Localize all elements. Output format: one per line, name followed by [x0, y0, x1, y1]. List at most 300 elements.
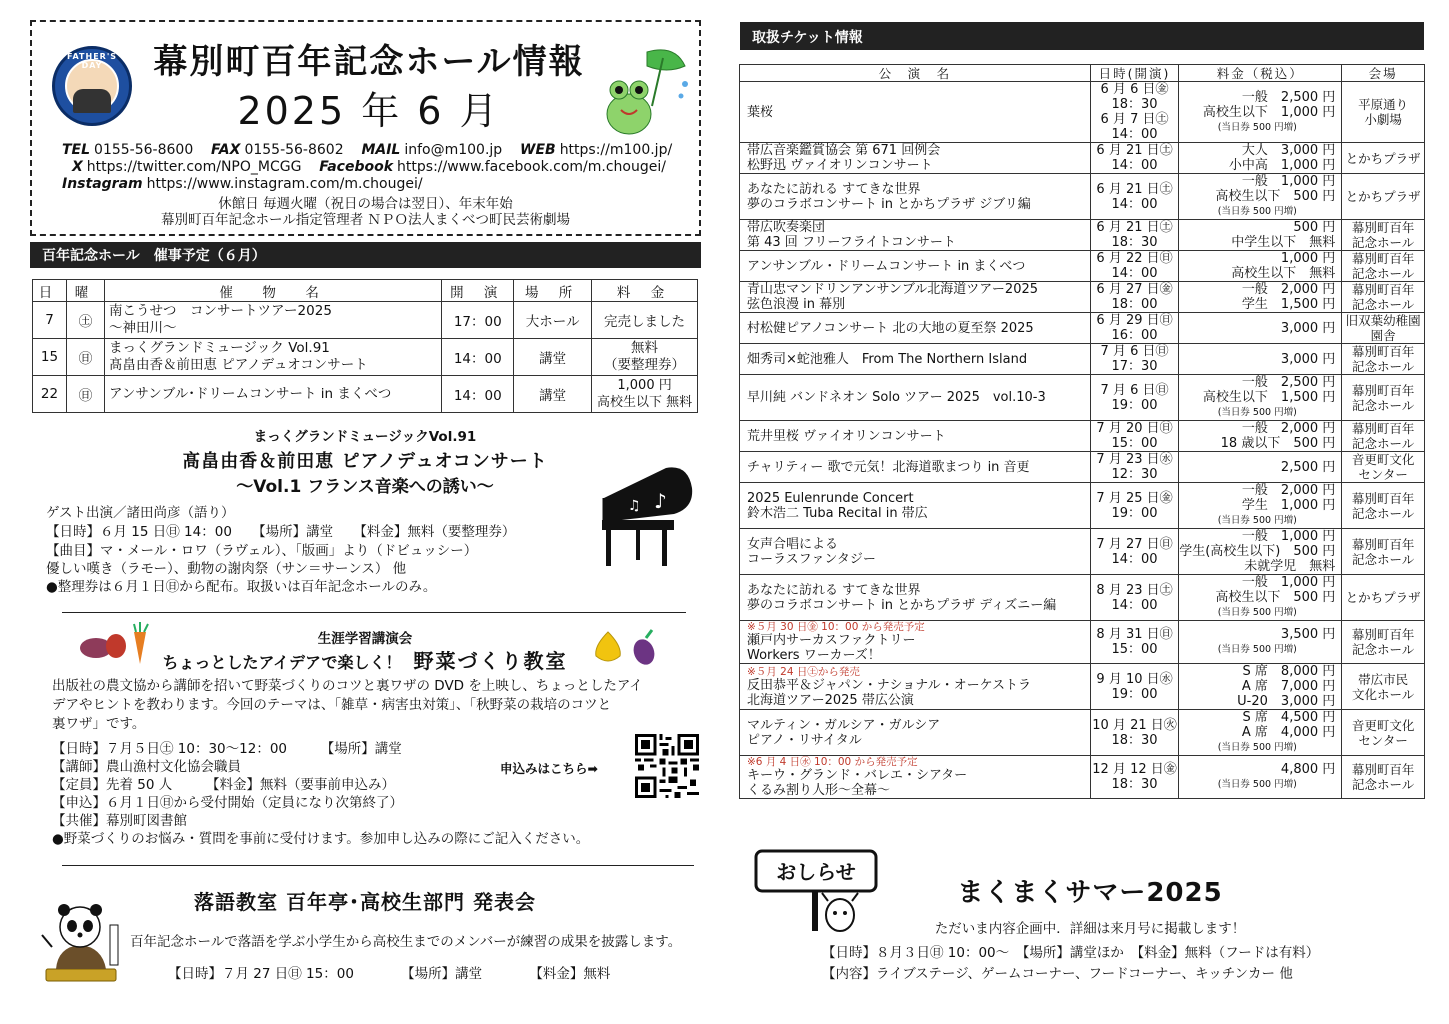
ticket-price-line: 3,000 円	[1280, 320, 1336, 336]
table-row	[740, 313, 1425, 344]
events-header-row	[33, 280, 698, 302]
ticket-datetime	[1090, 282, 1178, 313]
ticket-title	[740, 143, 1091, 174]
lecture-desc-3: 裏ワザ」です。	[52, 716, 146, 732]
ticket-price-note: (当日券 500 円増)	[1217, 607, 1297, 618]
concert-title2: ～Vol.1 フランス音楽への誘い～	[236, 477, 494, 497]
ticket-datetime-line: 14：00	[1111, 597, 1158, 613]
ticket-datetime-line: 6 月 21 日㊏	[1096, 220, 1173, 235]
ticket-price	[1179, 575, 1342, 621]
ticket-venue-line: 幕別町百年	[1351, 536, 1415, 552]
ticket-price-line: 一般 1,000 円	[1241, 174, 1336, 189]
ticket-price-line: 学生 1,000 円	[1241, 498, 1336, 513]
ticket-title	[740, 313, 1091, 344]
ticket-price-line: 学生(高校生以下) 500 円	[1179, 544, 1336, 559]
ticket-venue-line: 音更町文化	[1351, 452, 1415, 467]
ticket-venue	[1342, 282, 1425, 313]
events-table	[32, 279, 698, 413]
ticket-venue	[1342, 664, 1425, 710]
ticket-datetime-line: 6 月 22 日㊐	[1096, 251, 1173, 266]
ticket-datetime	[1090, 756, 1178, 799]
ticket-datetime	[1090, 710, 1178, 756]
ticket-datetime-line: 19：00	[1111, 505, 1158, 521]
fax-value: 0155-56-8602	[244, 142, 344, 158]
ticket-venue	[1342, 575, 1425, 621]
ticket-title-line: 夢のコラボコンサート in とかちプラザ ジブリ編	[747, 196, 1031, 212]
ticket-datetime-line: 12 月 12 日㊎	[1092, 762, 1177, 777]
ticket-datetime-line: 6 月 7 日㊏	[1100, 112, 1169, 127]
ticket-title-line: 松野迅 ヴァイオリンコンサート	[747, 158, 933, 173]
ticket-price-line: S 席 8,000 円	[1242, 664, 1336, 679]
event-time: 14：00	[442, 339, 514, 376]
ticket-title	[740, 529, 1091, 575]
web-link[interactable]: https://m100.jp/	[559, 142, 673, 158]
ticket-title	[740, 575, 1091, 621]
ticket-title-line: 葉桜	[747, 104, 774, 120]
ticket-price	[1179, 313, 1342, 344]
table-row	[740, 710, 1425, 756]
ticket-price-line: 18 歳以下 500 円	[1220, 436, 1336, 451]
ticket-price	[1179, 375, 1342, 421]
lecture-capacity: 【定員】先着 50 人 【料金】無料（要事前申込み）	[52, 777, 396, 793]
tel-value: 0155-56-8600	[94, 142, 194, 158]
qr-code-icon[interactable]	[635, 734, 699, 798]
ticket-venue	[1342, 710, 1425, 756]
ticket-title	[740, 220, 1091, 251]
ticket-price-note: (当日券 500 円増)	[1217, 644, 1297, 655]
ticket-title-line: 早川純 バンドネオン Solo ツアー 2025 vol.10-3	[747, 390, 1046, 405]
col-header-datetime: 日時(開演)	[1090, 65, 1178, 82]
events-section-bar: 百年記念ホール 催事予定（６月）	[30, 242, 701, 268]
notice-line-2: 【日時】８月３日㊐ 10：00～ 【場所】講堂ほか 【料金】無料（フードは有料）	[822, 945, 1320, 961]
ticket-datetime-line: 8 月 31 日㊐	[1096, 627, 1173, 642]
ticket-datetime-line: 19：00	[1111, 397, 1158, 413]
ticket-price	[1179, 452, 1342, 483]
ticket-datetime	[1090, 220, 1178, 251]
tickets-table	[739, 64, 1425, 799]
web-label: WEB	[520, 142, 556, 158]
concert-guest: ゲスト出演／諸田尚彦（語り）	[46, 505, 235, 521]
tickets-header-row	[740, 65, 1425, 82]
page-month: 2025 年 6 月	[237, 89, 501, 133]
ticket-venue	[1342, 174, 1425, 220]
ticket-price-line: 一般 1,000 円	[1241, 575, 1336, 590]
ticket-datetime	[1090, 483, 1178, 529]
ticket-title-line: 鈴木浩二 Tuba Recital in 帯広	[747, 505, 928, 521]
ticket-datetime-line: 9 月 10 日㊌	[1096, 671, 1173, 687]
contact-line-1	[62, 142, 672, 158]
col-header-day: 日	[33, 280, 67, 302]
ticket-datetime	[1090, 575, 1178, 621]
table-row	[740, 421, 1425, 452]
table-row	[740, 251, 1425, 282]
rakugo-desc: 百年記念ホールで落語を学ぶ小学生から高校生までのメンバーが練習の成果を披露します。	[130, 934, 682, 950]
table-row	[33, 302, 698, 339]
header-box	[30, 20, 701, 236]
ticket-datetime-line: 18：30	[1111, 777, 1158, 792]
table-row	[740, 575, 1425, 621]
ticket-title	[740, 664, 1091, 710]
ticket-venue-line: 園舎	[1370, 328, 1396, 343]
ticket-price-line: 一般 2,500 円	[1241, 89, 1336, 105]
table-row	[740, 529, 1425, 575]
contact-line-2	[72, 159, 666, 175]
ticket-datetime-line: 7 月 6 日㊐	[1100, 344, 1169, 359]
event-fee-line1: 無料	[631, 340, 659, 356]
event-time: 17：00	[442, 302, 514, 339]
manager-info: 幕別町百年記念ホール指定管理者 ＮＰＯ法人まくべつ町民芸術劇場	[160, 212, 571, 228]
ticket-title-line: 2025 Eulenrunde Concert	[747, 490, 914, 506]
tel-label: TEL	[62, 142, 91, 158]
event-name-line1: 南こうせつ コンサートツアー2025	[108, 303, 332, 319]
ticket-sale-note: ※6 月 4 日㊌ 10：00 から発売予定	[747, 756, 918, 768]
ticket-price-note: (当日券 500 円増)	[1217, 779, 1297, 790]
ticket-venue-line: 記念ホール	[1352, 436, 1415, 451]
ticket-sale-note: ※５月 30 日㊎ 10：00 から発売予定	[747, 621, 925, 633]
ticket-venue-line: とかちプラザ	[1345, 590, 1421, 605]
fathers-day-logo-icon	[52, 46, 132, 126]
event-fee-line1: 1,000 円	[617, 378, 672, 393]
ticket-datetime-line: 18：30	[1111, 235, 1158, 250]
ticket-datetime-line: 8 月 23 日㊏	[1096, 582, 1173, 598]
ticket-datetime-line: 6 月 27 日㊎	[1096, 282, 1173, 297]
ticket-title	[740, 282, 1091, 313]
ticket-datetime	[1090, 143, 1178, 174]
ticket-venue	[1342, 220, 1425, 251]
ticket-price	[1179, 251, 1342, 282]
ticket-title	[740, 174, 1091, 220]
ticket-title-line: 荒井里桜 ヴァイオリンコンサート	[747, 428, 946, 444]
ticket-datetime	[1090, 421, 1178, 452]
ticket-price	[1179, 621, 1342, 664]
ticket-title-line: 帯広吹奏楽団	[747, 220, 826, 235]
event-fee	[592, 339, 698, 376]
lecture-subtitle: 生涯学習講演会	[317, 631, 413, 647]
event-time: 14：00	[442, 376, 514, 413]
ticket-sale-note: ※５月 24 日㊏から発売	[747, 665, 860, 678]
ticket-price	[1179, 421, 1342, 452]
ticket-datetime	[1090, 344, 1178, 375]
event-dow: ㊏	[66, 302, 104, 339]
event-day: 15	[33, 339, 67, 376]
x-link[interactable]: https://twitter.com/NPO_MCGG	[86, 159, 302, 175]
mail-link[interactable]: info@m100.jp	[404, 142, 503, 158]
frog-icon	[597, 44, 692, 139]
ticket-venue-line: 幕別町百年	[1351, 251, 1415, 266]
ticket-title-line: 畑秀司×蛇池雅人 From The Northern Island	[747, 351, 1028, 367]
ticket-price-line: 学生 1,500 円	[1241, 297, 1336, 312]
ticket-price-line: 中学生以下 無料	[1231, 235, 1336, 250]
ticket-datetime	[1090, 664, 1178, 710]
instagram-label: Instagram	[62, 176, 143, 192]
ticket-title	[740, 621, 1091, 664]
ticket-datetime	[1090, 82, 1178, 143]
ticket-venue-line: 記念ホール	[1352, 359, 1415, 374]
ticket-price-line: 一般 2,000 円	[1241, 483, 1336, 498]
ticket-venue-line: 幕別町百年	[1351, 382, 1415, 398]
ticket-venue-line: 記念ホール	[1352, 551, 1415, 567]
ticket-price	[1179, 174, 1342, 220]
table-row	[740, 143, 1425, 174]
lecture-title-b: 野菜づくり教室	[413, 649, 568, 673]
ticket-title	[740, 344, 1091, 375]
ticket-venue-line: 記念ホール	[1352, 505, 1415, 521]
lecture-apply: 【申込】６月１日㊐から受付開始（定員になり次第終了）	[52, 795, 403, 811]
ticket-venue-line: 記念ホール	[1352, 642, 1415, 657]
ticket-venue-line: 旧双葉幼稚園	[1345, 313, 1421, 328]
ticket-title-line: 夢のコラボコンサート in とかちプラザ ディズニー編	[747, 597, 1057, 613]
ticket-title-line: あなたに訪れる すてきな世界	[747, 181, 921, 197]
col-header-price: 料金（税込）	[1179, 65, 1342, 82]
ticket-title-line: チャリティー 歌で元気！北海道歌まつり in 音更	[747, 459, 1030, 475]
ticket-datetime-line: 18：00	[1111, 297, 1158, 312]
ticket-title-line: コーラスファンタジー	[747, 551, 876, 567]
ticket-price-note: (当日券 500 円増)	[1217, 742, 1297, 753]
ticket-price-line: A 席 4,000 円	[1241, 725, 1336, 740]
ticket-price	[1179, 220, 1342, 251]
ticket-price-line: 3,500 円	[1280, 627, 1336, 642]
ticket-price-line: 大人 3,000 円	[1241, 143, 1336, 158]
ticket-title	[740, 483, 1091, 529]
table-row	[740, 664, 1425, 710]
ticket-datetime-line: 6 月 6 日㊎	[1100, 82, 1169, 97]
event-name-line2: ～神田川～	[108, 320, 177, 336]
ticket-price-line: U-20 3,000 円	[1237, 694, 1336, 709]
divider	[62, 612, 686, 613]
ticket-datetime-line: 14：00	[1111, 266, 1158, 281]
ticket-title-line: 帯広音楽鑑賞協会 第 671 回例会	[747, 143, 941, 158]
lecture-date: 【日時】７月５日㊏ 10：30～12：00 【場所】講堂	[52, 741, 402, 757]
table-row	[740, 282, 1425, 313]
table-row	[740, 82, 1425, 143]
ticket-venue-line: センター	[1358, 732, 1408, 748]
table-row	[740, 452, 1425, 483]
mail-label: MAIL	[361, 142, 401, 158]
col-header-time: 開 演	[442, 280, 514, 302]
ticket-price-line: 一般 2,500 円	[1241, 375, 1336, 390]
ticket-datetime-line: 18：30	[1111, 732, 1158, 748]
col-header-venue: 会場	[1342, 65, 1425, 82]
lecture-title-a: ちょっとしたアイデアで楽しく！	[162, 653, 402, 672]
ticket-venue	[1342, 756, 1425, 799]
ticket-venue-line: 幕別町百年	[1351, 220, 1415, 235]
event-fee-line2: （要整理券）	[604, 357, 686, 373]
ticket-price-line: 一般 1,000 円	[1241, 529, 1336, 544]
x-label: X	[72, 159, 83, 175]
notice-line-3: 【内容】ライブステージ、ゲームコーナー、フードコーナー、キッチンカー 他	[822, 966, 1293, 982]
ticket-venue	[1342, 621, 1425, 664]
ticket-price-line: 小中高 1,000 円	[1228, 158, 1336, 173]
contact-line-3	[62, 176, 423, 192]
ticket-price	[1179, 143, 1342, 174]
ticket-price	[1179, 664, 1342, 710]
piano-icon	[596, 460, 696, 570]
event-fee	[592, 376, 698, 413]
event-name	[104, 339, 441, 376]
ticket-title-line: 瀬戸内サーカスファクトリー	[747, 633, 916, 648]
ticket-venue-line: 幕別町百年	[1351, 490, 1415, 506]
ticket-datetime-line: 17：30	[1111, 359, 1158, 374]
ticket-price-note: (当日券 500 円増)	[1217, 515, 1297, 526]
ticket-price-note: (当日券 500 円増)	[1217, 407, 1297, 418]
concert-title: 髙畠由香＆前田恵 ピアノデュオコンサート	[182, 451, 548, 472]
facebook-link[interactable]: https://www.facebook.com/m.chougei/	[397, 159, 666, 175]
notice-line-1: ただいま内容企画中．詳細は来月号に掲載します！	[934, 921, 1246, 937]
concert-note: ●整理券は６月１日㊐から配布。取扱いは百年記念ホールのみ。	[46, 579, 437, 595]
col-header-fee: 料 金	[592, 280, 698, 302]
ticket-title	[740, 82, 1091, 143]
event-name-line1: まっくグランドミュージック Vol.91	[108, 340, 330, 356]
ticket-datetime-line: 6 月 21 日㊏	[1096, 181, 1173, 197]
ticket-price-line: 高校生以下 500 円	[1215, 189, 1336, 204]
ticket-datetime-line: 16：00	[1111, 328, 1158, 343]
facebook-label: Facebook	[319, 159, 394, 175]
ticket-price	[1179, 756, 1342, 799]
table-row	[740, 621, 1425, 664]
lecture-desc-2: デアやヒントを教わります。今回のテーマは、「雑草・病害虫対策」、「秋野菜の栽培のコツと	[52, 697, 612, 713]
ticket-venue-line: とかちプラザ	[1345, 189, 1421, 204]
ticket-datetime-line: 12：30	[1111, 467, 1158, 482]
ticket-datetime-line: 6 月 21 日㊏	[1096, 143, 1173, 158]
ticket-venue-line: 記念ホール	[1352, 297, 1415, 312]
ticket-title-line: 北海道ツアー2025 帯広公演	[747, 692, 914, 708]
ticket-price-note: (当日券 500 円増)	[1217, 206, 1297, 217]
ticket-price-note: (当日券 500 円増)	[1217, 121, 1297, 133]
ticket-title	[740, 756, 1091, 799]
ticket-venue-line: 文化ホール	[1352, 686, 1415, 702]
ticket-venue-line: 音更町文化	[1351, 717, 1415, 733]
ticket-price	[1179, 344, 1342, 375]
concert-program-2: 優しい嘆き（ラモー）、動物の謝肉祭（サン＝サーンス） 他	[46, 561, 407, 577]
col-header-name: 催 物 名	[104, 280, 441, 302]
table-row	[33, 339, 698, 376]
ticket-venue-line: 幕別町百年	[1351, 627, 1415, 642]
ticket-venue-line: 幕別町百年	[1351, 421, 1415, 436]
ticket-title-line: 青山忠マンドリンアンサンブル北海道ツアー2025	[747, 282, 1039, 297]
ticket-datetime-line: 19：00	[1111, 686, 1158, 702]
ticket-title-line: 村松健ピアノコンサート 北の大地の夏至祭 2025	[747, 320, 1034, 336]
ticket-title	[740, 375, 1091, 421]
event-place: 講堂	[514, 376, 592, 413]
instagram-link[interactable]: https://www.instagram.com/m.chougei/	[146, 176, 423, 192]
ticket-price	[1179, 483, 1342, 529]
ticket-datetime-line: 15：00	[1111, 642, 1158, 657]
ticket-price-line: 1,000 円	[1280, 251, 1336, 266]
ticket-datetime-line: 18：30	[1111, 97, 1158, 112]
ticket-venue-line: 帯広市民	[1358, 671, 1409, 687]
event-fee	[592, 302, 698, 339]
ticket-venue	[1342, 344, 1425, 375]
ticket-venue	[1342, 251, 1425, 282]
ticket-title-line: アンサンブル・ドリームコンサート in まくべつ	[747, 258, 1026, 274]
ticket-datetime-line: 7 月 25 日㊎	[1096, 490, 1173, 506]
ticket-price-line: 3,000 円	[1280, 351, 1336, 367]
closed-days: 休館日 毎週火曜（祝日の場合は翌日）、年末年始	[218, 196, 513, 212]
ticket-datetime-line: 15：00	[1111, 436, 1158, 451]
ticket-price-line: 未就学児 無料	[1244, 559, 1336, 574]
ticket-price-line: 高校生以下 1,000 円	[1202, 104, 1336, 120]
divider	[62, 865, 694, 866]
ticket-venue-line: 平原通り	[1358, 97, 1409, 112]
ticket-venue-line: 記念ホール	[1352, 235, 1415, 250]
ticket-datetime	[1090, 174, 1178, 220]
ticket-price-line: 一般 2,000 円	[1241, 421, 1336, 436]
ticket-price-line: A 席 7,000 円	[1241, 679, 1336, 694]
ticket-venue-line: センター	[1358, 467, 1408, 482]
ticket-price	[1179, 82, 1342, 143]
ticket-price	[1179, 529, 1342, 575]
ticket-title-line: Workers ワーカーズ！	[747, 648, 881, 663]
lecture-cohost: 【共催】幕別町図書館	[52, 813, 187, 829]
ticket-title-line: ピアノ・リサイタル	[747, 732, 862, 748]
goat-sign-icon	[752, 845, 882, 935]
event-place: 大ホール	[514, 302, 592, 339]
fax-label: FAX	[211, 142, 241, 158]
table-row	[740, 174, 1425, 220]
event-name	[104, 302, 441, 339]
event-fee-line2: 高校生以下 無料	[596, 395, 693, 410]
ticket-venue-line: 幕別町百年	[1351, 282, 1415, 297]
event-name	[104, 376, 441, 413]
rakugo-info: 【日時】７月 27 日㊐ 15：00 【場所】講堂 【料金】無料	[168, 966, 611, 982]
ticket-datetime-line: 6 月 29 日㊐	[1096, 313, 1173, 328]
lecture-lecturer: 【講師】農山漁村文化協会職員	[52, 759, 241, 775]
ticket-title	[740, 251, 1091, 282]
table-row	[740, 756, 1425, 799]
concert-program-1: 【曲目】マ・メール・ロワ（ラヴェル）、「版画」より（ドビュッシー）	[46, 543, 478, 559]
event-dow: ㊐	[66, 339, 104, 376]
page-title: 幕別町百年記念ホール情報	[153, 42, 585, 82]
ticket-price-line: 高校生以下 無料	[1231, 266, 1336, 281]
ticket-datetime-line: 14：00	[1111, 127, 1158, 142]
event-name-line2: 髙畠由香＆前田恵 ピアノデュオコンサート	[108, 357, 368, 373]
ticket-datetime	[1090, 251, 1178, 282]
ticket-datetime-line: 14：00	[1111, 551, 1158, 567]
ticket-venue	[1342, 313, 1425, 344]
ticket-venue	[1342, 421, 1425, 452]
ticket-title	[740, 421, 1091, 452]
ticket-title-line: 第 43 回 フリーフライトコンサート	[747, 235, 956, 250]
svg-text:♫: ♫	[628, 498, 641, 514]
concert-subtitle: まっくグランドミュージックVol.91	[253, 429, 477, 445]
ticket-title-line: 反田恭平＆ジャパン・ナショナル・オーケストラ	[747, 677, 1032, 693]
ticket-venue	[1342, 82, 1425, 143]
ticket-datetime-line: 7 月 27 日㊐	[1096, 536, 1173, 552]
svg-text:♪: ♪	[654, 489, 667, 513]
ticket-price-line: 2,500 円	[1280, 459, 1336, 475]
ticket-title-line: あなたに訪れる すてきな世界	[747, 582, 921, 598]
ticket-datetime-line: 10 月 21 日㊋	[1092, 717, 1177, 733]
lecture-desc-1: 出版社の農文協から講師を招いて野菜づくりのコツと裏ワザの DVD を上映し、ちょっとしたアイ	[52, 678, 643, 694]
event-fee-line1: 完売しました	[604, 314, 686, 330]
ticket-datetime	[1090, 529, 1178, 575]
vegetables-icon	[590, 626, 662, 666]
ticket-price	[1179, 282, 1342, 313]
table-row	[740, 220, 1425, 251]
ticket-title-line: 女声合唱による	[747, 536, 839, 552]
event-day: 22	[33, 376, 67, 413]
ticket-price-line: 4,800 円	[1280, 762, 1336, 777]
ticket-venue	[1342, 452, 1425, 483]
ticket-venue-line: 幕別町百年	[1351, 762, 1415, 777]
ticket-venue-line: 記念ホール	[1352, 266, 1415, 281]
ticket-datetime	[1090, 452, 1178, 483]
ticket-price-line: S 席 4,500 円	[1242, 710, 1336, 725]
ticket-title	[740, 452, 1091, 483]
ticket-title-line: 弦色浪漫 in 幕別	[747, 297, 846, 312]
notice-sign-text: おしらせ	[776, 860, 856, 884]
logo-text: FATHER'S DAY	[66, 52, 118, 70]
